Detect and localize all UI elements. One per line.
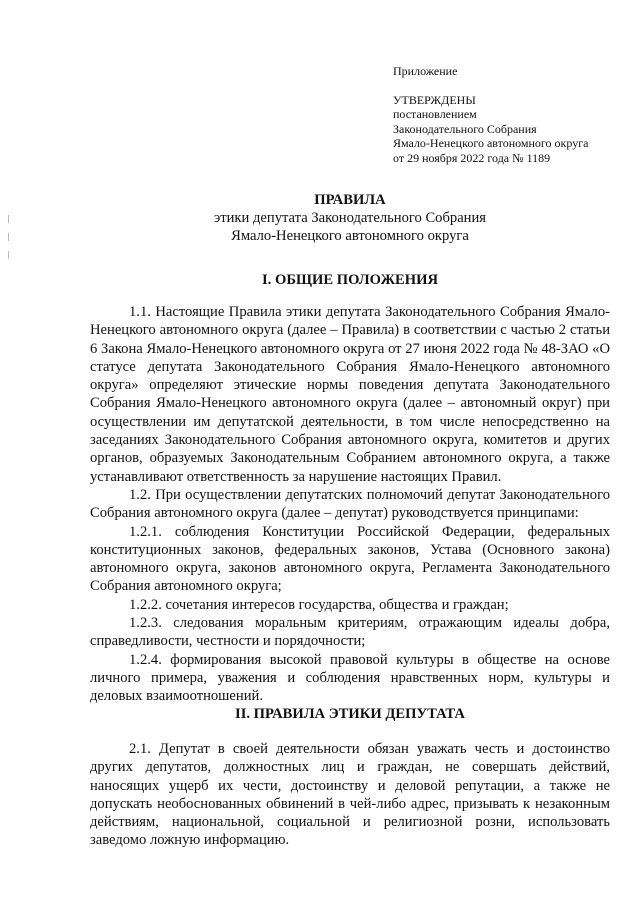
- paragraph-1-2-2: 1.2.2. сочетания интересов государства, общества и граждан;: [129, 596, 509, 613]
- section-1-body: [90, 303, 610, 706]
- document-title: [90, 191, 610, 245]
- approval-line-4: от 29 ноября 2022 года № 1189: [393, 150, 551, 165]
- approval-line-1: постановлением: [393, 107, 477, 121]
- paragraph-1-2-1: 1.2.1. соблюдения Конституции Российской Федерации, федеральных конституционных законов, федеральных законов, Устава (Основного закона) автономного округа, законов автономного округа, Регламента Законодательного Собрания автономного округа;: [90, 523, 610, 595]
- scan-margin-marks: [8, 215, 10, 255]
- approval-line-2: Законодательного Собрания: [393, 121, 537, 136]
- title-main: ПРАВИЛА: [314, 192, 386, 208]
- approval-line-3: Ямало-Ненецкого автономного округа: [393, 136, 589, 150]
- paragraph-1-1: 1.1. Настоящие Правила этики депутата Законодательного Собрания Ямало-Ненецкого автономного округа (далее – Правила) в соответствии с частью 2 статьи 6 Закона Ямало-Ненецкого автономного округа от 27 июня 2022 года № 48-ЗАО «О статусе депутата Законодательного Собрания Ямало-Ненецкого автономного округа» определяют этические нормы поведения депутата Законодательного Собрания Ямало-Ненецкого автономного округа (далее – автономный округ) при осуществлении им депутатской деятельности, в том числе непосредственно на заседаниях Законодательного Собрания автономного округа, комитетов и других органов, образуемых Законодательным Собранием автономного округа, а также устанавливают ответственность за нарушение настоящих Правил.: [90, 304, 610, 485]
- section-2-heading: II. ПРАВИЛА ЭТИКИ ДЕПУТАТА: [235, 706, 465, 722]
- approved-label: УТВЕРЖДЕНЫ: [393, 92, 476, 107]
- appendix-label: Приложение: [393, 64, 458, 78]
- paragraph-1-2-3: 1.2.3. следования моральным критериям, отражающим идеалы добра, справедливости, честности и порядочности;: [90, 615, 610, 650]
- title-sub-2: Ямало-Ненецкого автономного округа: [231, 228, 469, 244]
- section-1-heading: I. ОБЩИЕ ПОЛОЖЕНИЯ: [262, 272, 438, 288]
- title-sub-1: этики депутата Законодательного Собрания: [213, 210, 487, 226]
- paragraph-1-2: 1.2. При осуществлении депутатских полномочий депутат Законодательного Собрания автономного округа (далее – депутат) руководствуется принципами:: [90, 486, 610, 522]
- paragraph-2-1: 2.1. Депутат в своей деятельности обязан уважать честь и достоинство других депутатов, должностных лиц и граждан, не совершать действий, наносящих ущерб их чести, достоинству и деловой репутации, а также не допускать необоснованных обвинений в чей-либо адрес, призывать к незаконным действиям, национальной, социальной и религиозной розни, использовать заведомо ложную информацию.: [90, 741, 610, 849]
- approval-block: [393, 64, 633, 165]
- section-2-body: [90, 740, 610, 850]
- paragraph-1-2-4: 1.2.4. формирования высокой правовой культуры в обществе на основе личного примера, уважения и соблюдения нравственных норм, культуры и деловых взаимоотношений.: [90, 651, 610, 705]
